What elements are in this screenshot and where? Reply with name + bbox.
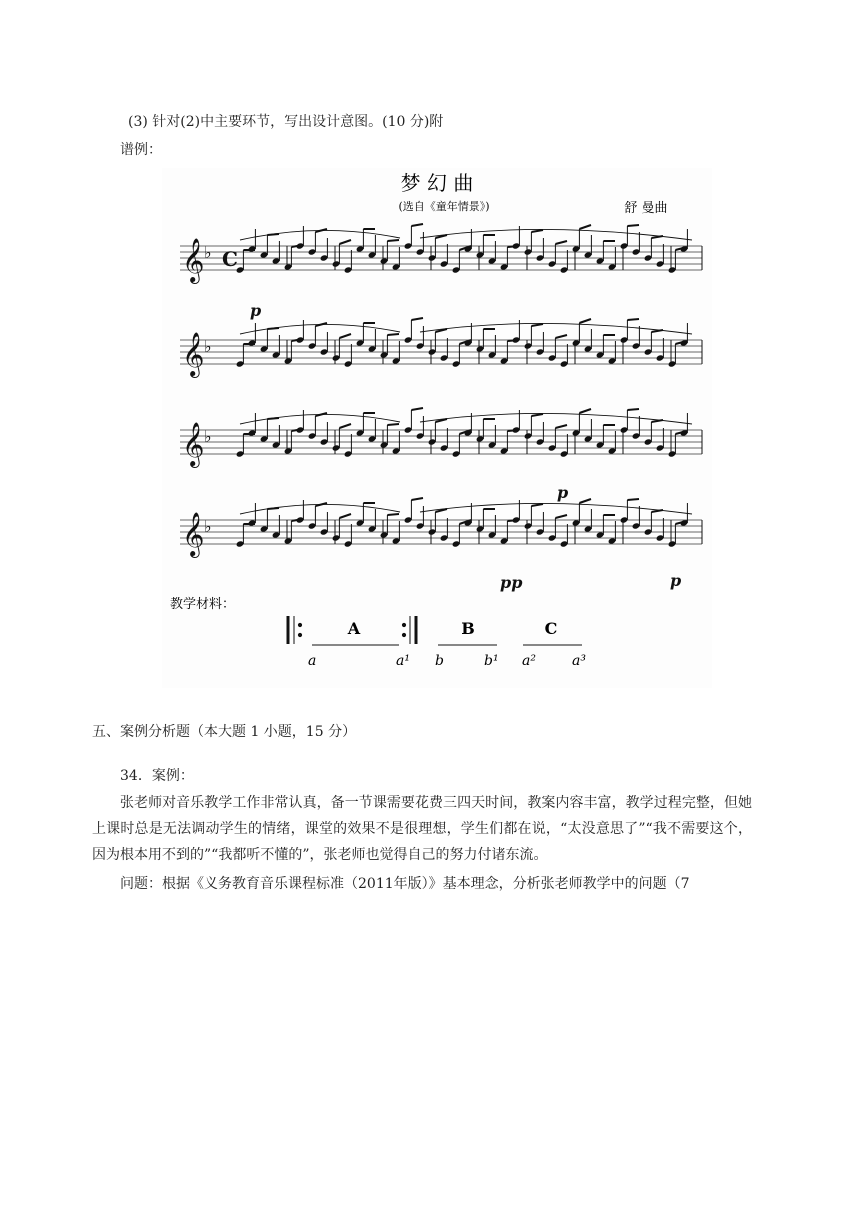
case-text: 张老师对音乐教学工作非常认真，备一节课需要花费三四天时间，教案内容丰富，教学过程完整，但她上课时总是无法调动学生的情绪，课堂的效果不是很理想，学生们都在说，“太没意思了”“我不需要这个，因为根本用不到的”“我都听不懂的”，张老师也觉得自己的努力付诸东流。 <box>92 795 752 863</box>
note-beam <box>339 334 351 338</box>
flat-sign: ♭ <box>204 517 212 536</box>
note-beam <box>579 319 591 323</box>
score-title: 梦 幻 曲 <box>400 171 474 195</box>
section-B-label: B <box>461 619 475 638</box>
note-beam <box>531 230 543 232</box>
dynamic-marking: pp <box>500 573 523 592</box>
note-beam <box>339 240 351 244</box>
note-beam <box>555 425 567 428</box>
section-A-end: a¹ <box>396 653 410 669</box>
case-number: 34．案例： <box>120 768 194 784</box>
dynamic-marking: p <box>557 483 569 502</box>
section-B-start: b <box>435 653 444 669</box>
score-image <box>162 168 712 688</box>
note-beam <box>627 319 639 320</box>
score-figure <box>162 168 712 688</box>
slur <box>240 324 400 334</box>
section-C-end: a³ <box>572 653 586 669</box>
flat-sign: ♭ <box>204 337 212 356</box>
note-beam <box>555 515 567 518</box>
note-beam <box>627 499 639 500</box>
section-C-start: a² <box>522 653 536 669</box>
slur <box>240 230 400 240</box>
section-C-label: C <box>544 619 558 638</box>
note-beam <box>339 424 351 428</box>
attached-example-label: 谱例： <box>120 142 162 158</box>
note-beam <box>387 514 399 515</box>
dynamic-marking: p <box>250 301 262 320</box>
section-A-label: A <box>347 619 361 638</box>
slur <box>240 504 400 514</box>
question-item-3: (3) 针对(2)中主要环节，写出设计意图。(10 分)附 <box>128 114 444 130</box>
score-composer: 舒 曼曲 <box>624 201 668 216</box>
flat-sign: ♭ <box>204 427 212 446</box>
score-subtitle: (选自《童年情景》) <box>398 200 490 213</box>
case-question: 问题：根据《义务教育音乐课程标准（2011年版）》基本理念，分析张老师教学中的问题（7 <box>120 876 690 892</box>
staff-systems <box>180 224 702 592</box>
treble-clef: 𝄞 <box>182 332 205 376</box>
note-beam <box>411 318 423 320</box>
slur <box>240 414 400 424</box>
note-beam <box>387 334 399 335</box>
form-diagram <box>288 616 582 645</box>
note-beam <box>339 514 351 518</box>
time-signature: C <box>222 247 238 271</box>
note-beam <box>531 504 543 506</box>
note-beam <box>627 409 639 410</box>
note-beam <box>579 499 591 503</box>
note-beam <box>555 241 567 244</box>
treble-clef: 𝄞 <box>182 512 205 556</box>
note-beam <box>387 424 399 425</box>
treble-clef: 𝄞 <box>182 422 205 466</box>
note-beam <box>555 335 567 338</box>
material-label: 教学材料： <box>170 597 236 612</box>
flat-sign: ♭ <box>204 243 212 262</box>
section-A-start: a <box>308 653 317 669</box>
note-beam <box>411 224 423 226</box>
note-beam <box>627 225 639 226</box>
dynamic-marking: p <box>670 571 682 590</box>
note-beam <box>411 498 423 500</box>
note-beam <box>387 240 399 241</box>
note-beam <box>531 324 543 326</box>
note-beam <box>579 409 591 413</box>
note-beam <box>411 408 423 410</box>
section-B-end: b¹ <box>484 653 499 669</box>
section-5-heading: 五、案例分析题（本大题 1 小题，15 分） <box>92 724 357 740</box>
treble-clef: 𝄞 <box>182 238 205 282</box>
note-beam <box>579 225 591 229</box>
note-beam <box>531 414 543 416</box>
